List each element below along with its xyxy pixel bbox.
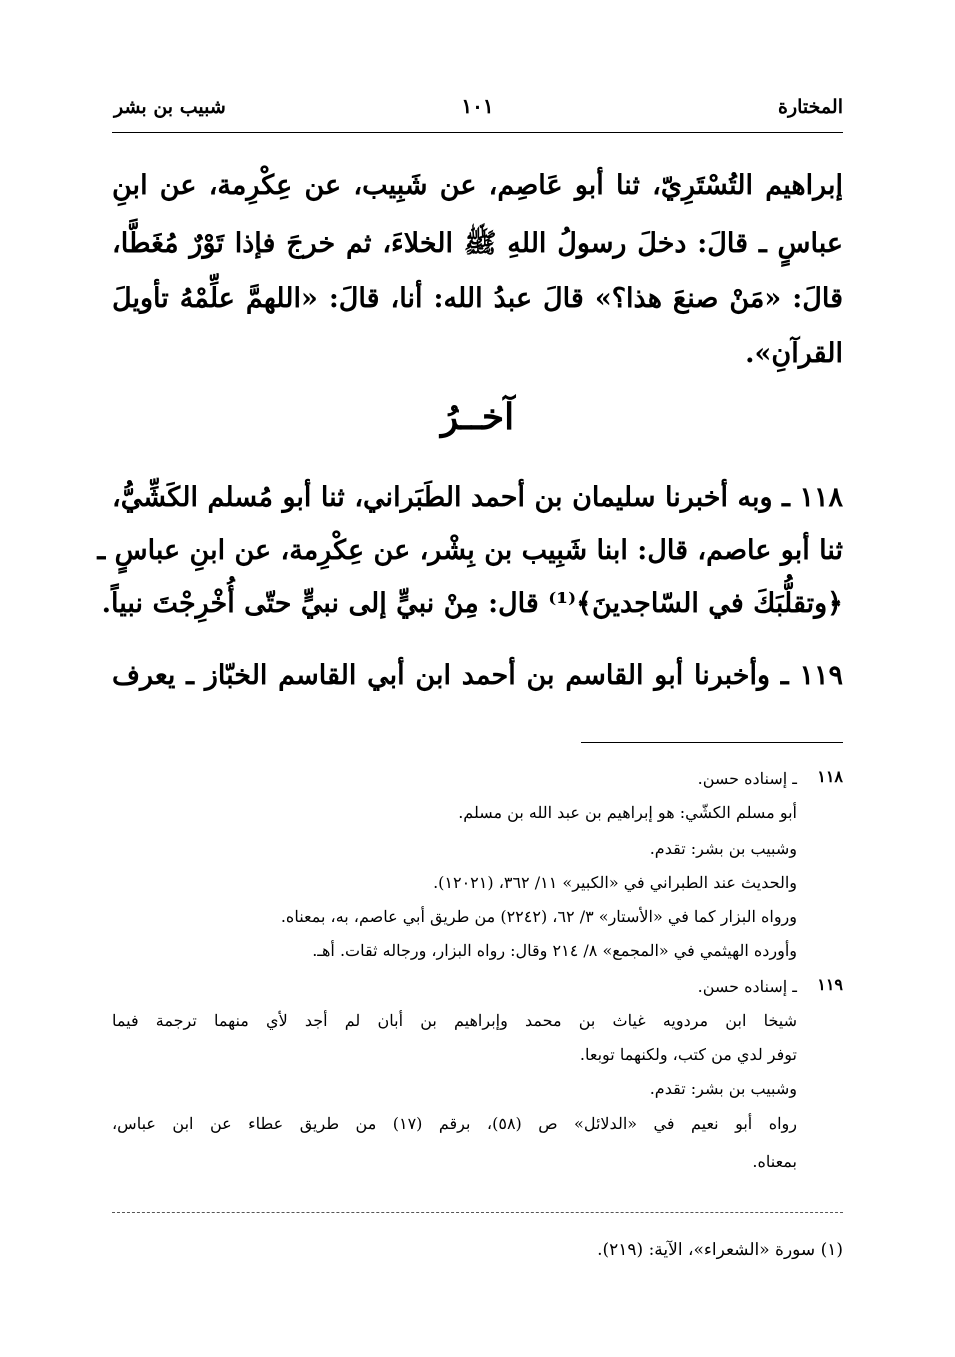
page-number: ١٠١ [461, 94, 494, 118]
footnote-118-line-1: ـ إسناده حسن. [697, 769, 797, 788]
footnote-118-line-4: والحديث عند الطبراني في «الكبير» ١١/ ٣٦٢، (١٢٠٢١). [433, 873, 797, 892]
item-118-line-2: ثنا أبو عاصم، قال: ابنا شَبِيب بن بِشْر، عن عِكْرِمة، عن ابنِ عباسٍ ـ [97, 535, 843, 566]
body-line-2: عباسٍ ـ قالَ: دخلَ رسولُ اللهِ ﷺ الخلاءَ، ثم خرجَ فإذا تَوْرٌ مُغَطَّا، [112, 228, 843, 259]
footnote-119-line-1: ـ إسناده حسن. [697, 977, 797, 996]
item-119-number: ١١٩ [799, 660, 843, 691]
footnote-118-line-2: أبو مسلم الكشّي: هو إبراهيم بن عبد الله بن مسلم. [458, 803, 797, 822]
header-chapter-title: شبيب بن بشر [114, 96, 226, 118]
footnote-dotted-separator [112, 1212, 843, 1213]
item-119-text-1: ـ وأخبرنا أبو القاسم بن أحمد ابن أبي القاسم الخبّاز ـ يعرف [112, 660, 789, 691]
body-line-4: القرآنِ». [745, 338, 843, 369]
quran-reference-footnote: (١) سورة «الشعراء»، الآية: (٢١٩). [597, 1240, 843, 1260]
body-line-3: قالَ: «مَنْ صنعَ هذا؟» قالَ عبدُ الله: أنا، قالَ: «اللهمَّ علِّمْهُ تأويلَ [112, 283, 843, 314]
footnote-119-line-4: وشبيب بن بشر: تقدم. [649, 1079, 797, 1098]
footnote-119-line-6: بمعناه. [752, 1152, 797, 1171]
footnote-119-line-3: توفر لدي من كتب، ولكنهما توبعا. [579, 1045, 797, 1064]
item-118-text-1: ـ وبه أخبرنا سليمان بن أحمد الطَبَراني، ثنا أبو مُسلم الكَشِّيُّ، [112, 482, 790, 513]
item-118-number: ١١٨ [799, 482, 843, 513]
header-book-title: المختارة [778, 96, 843, 118]
header-divider [112, 132, 843, 133]
footnote-118-line-6: وأورده الهيثمي في «المجمع» ٨/ ٢١٤ وقال: رواه البزار، ورجاله ثقات. أهـ. [312, 941, 797, 960]
item-118-line-3: ﴿وتقلُّبَكَ في السّاجدينَ﴾⁽¹⁾ قال: مِنْ نبيٍّ إلى نبيٍّ حتّى أُخْرِجْتَ نبياً. [101, 588, 843, 619]
footnote-118-line-5: ورواه البزار كما في «الأستار» ٣/ ٦٢، (٢٢٤٢) من طريق أبي عاصم، به، بمعناه. [280, 907, 797, 926]
body-line-1: إبراهيم التُسْتَرِيّ، ثنا أبو عَاصِم، عن شَبِيب، عن عِكْرِمة، عن ابنِ [112, 170, 843, 201]
footnote-118-line-3: وشبيب بن بشر: تقدم. [649, 839, 797, 858]
footnote-separator [581, 742, 843, 743]
footnote-119-line-2: شيخا ابن مردويه غياث بن محمد وإبراهيم بن أبان لم أجد لأي منهما ترجمة فيما [112, 1011, 797, 1030]
item-119-line-1 [112, 656, 843, 696]
footnote-119-line-5: رواه أبو نعيم في «الدلائل» ص (٥٨)، برقم (١٧) من طريق عطاء عن ابن عباس، [112, 1114, 797, 1133]
footnote-118-number: ١١٨ [817, 767, 843, 786]
section-heading: آخــرُ [440, 396, 515, 438]
item-118-line-1 [112, 478, 843, 518]
footnote-119-number: ١١٩ [817, 975, 843, 994]
